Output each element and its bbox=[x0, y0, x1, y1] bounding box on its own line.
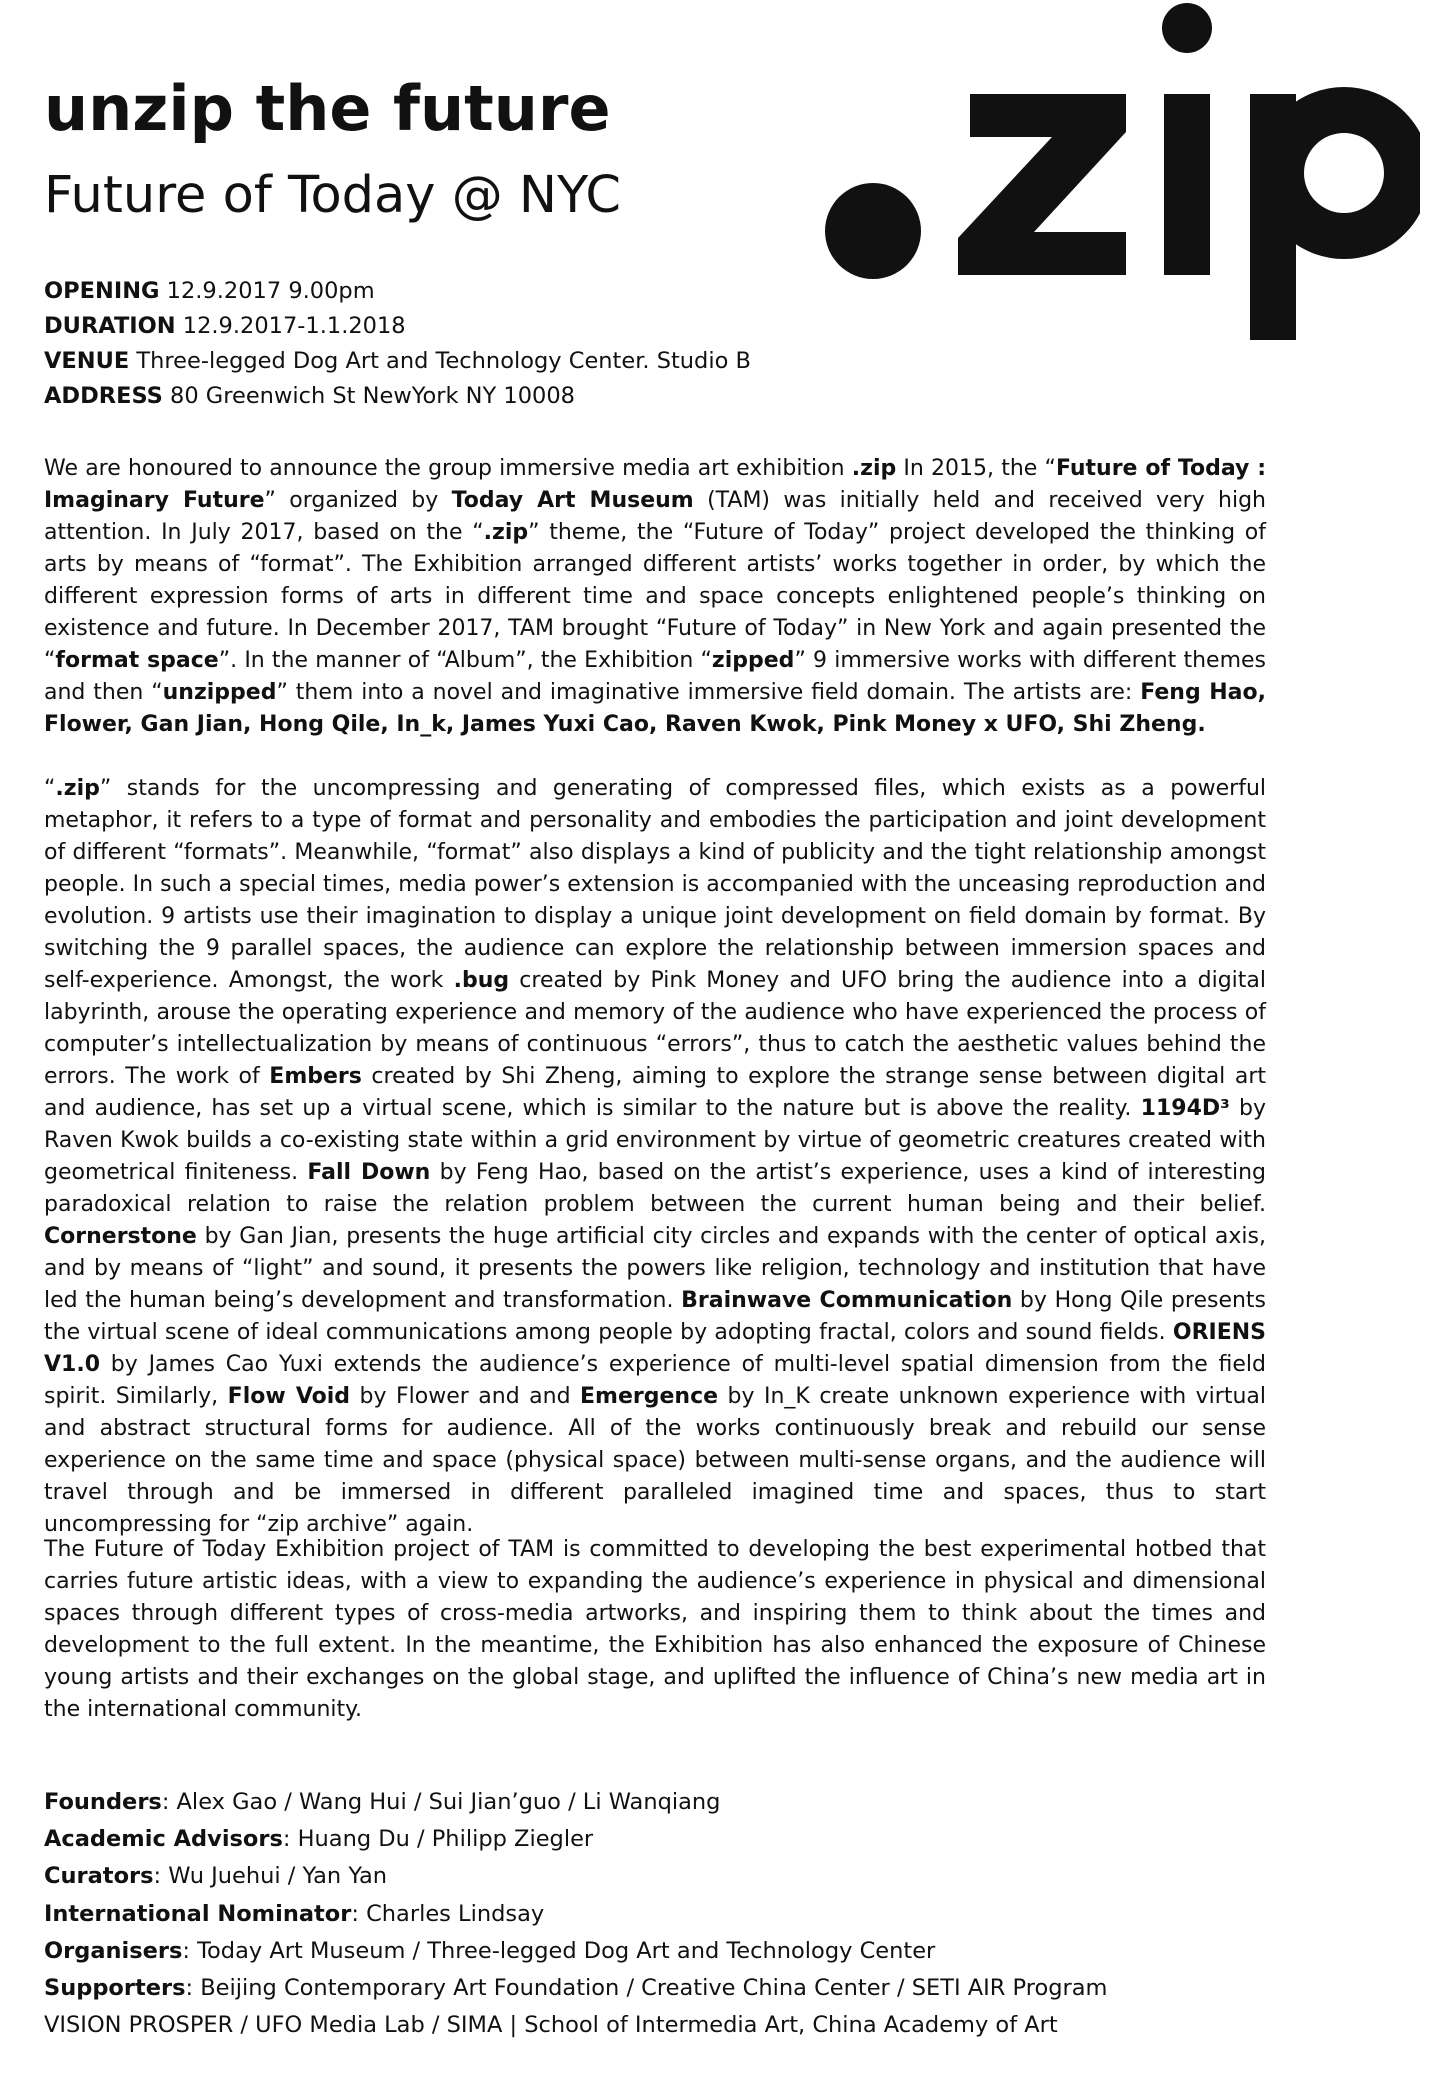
text-span: We are honoured to announce the group immersive media art exhibition bbox=[44, 456, 852, 481]
mission-paragraph bbox=[44, 1534, 1266, 1726]
duration-value: 12.9.2017-1.1.2018 bbox=[175, 313, 406, 339]
venue-value: Three-legged Dog Art and Technology Center. Studio B bbox=[129, 348, 751, 374]
supporters-value: : Beijing Contemporary Art Foundation / Creative China Center / SETI AIR Program bbox=[185, 1975, 1108, 2002]
text-span: ” 9 immersive works with different themes and then “ bbox=[44, 648, 1266, 705]
opening-value: 12.9.2017 9.00pm bbox=[159, 278, 375, 304]
text-span: ” organized by bbox=[264, 488, 452, 513]
bold-span: Flow Void bbox=[227, 1384, 351, 1409]
text-span: “ bbox=[44, 776, 56, 801]
curators-row bbox=[44, 1858, 1107, 1895]
event-details bbox=[44, 274, 751, 414]
address-row bbox=[44, 379, 751, 414]
organisers-value: : Today Art Museum / Three-legged Dog Art and Technology Center bbox=[182, 1937, 936, 1964]
advisors-value: : Huang Du / Philipp Ziegler bbox=[282, 1826, 594, 1853]
text-span: ” stands for the uncompressing and generating of compressed files, which exists as a powerful metaphor, it refers to a type of format and personality and embodies the participation and joint development of different “formats”. Meanwhile, “format” also displays a kind of publicity and the tight relationship amongst people. In such a special times, media power’s extension is accompanied with the unceasing reproduction and evolution. 9 artists use their imagination to display a unique joint development on field domain by format. By switching the 9 parallel spaces, the audience can explore the relationship between immersion spaces and self-experience. Amongst, the work bbox=[44, 776, 1266, 993]
text-span: created by Pink Money and UFO bring the audience into a digital labyrinth, arouse the operating experience and memory of the audience who have experienced the process of computer’s intellectualization by means of continuous “errors”, thus to catch the aesthetic values behind the errors. The work of bbox=[44, 968, 1266, 1089]
curators-label: Curators bbox=[44, 1863, 154, 1890]
bold-span: Future of Today : Imaginary Future bbox=[44, 456, 1267, 513]
bold-span: unzipped bbox=[162, 680, 277, 705]
nominator-value: : Charles Lindsay bbox=[351, 1900, 545, 1927]
bold-span: 1194D³ bbox=[1140, 1096, 1230, 1121]
works-paragraph bbox=[44, 773, 1266, 1541]
text-span: ” theme, the “Future of Today” project developed the thinking of arts by means of “format”. The Exhibition arranged different artists’ works together in order, by which the different expression forms of arts in different time and space concepts enlightened people’s thinking on existence and future. In December 2017, TAM brought “Future of Today” in New York and again presented the “ bbox=[44, 520, 1266, 673]
opening-row bbox=[44, 274, 751, 309]
supporters-row-2: VISION PROSPER / UFO Media Lab / SIMA | School of Intermedia Art, China Academy of Art bbox=[44, 2012, 1058, 2039]
bold-span: Fall Down bbox=[307, 1160, 431, 1185]
bold-span: ORIENS V1.0 bbox=[44, 1320, 1266, 1377]
bold-span: Today Art Museum bbox=[451, 488, 694, 513]
bold-span: .zip bbox=[55, 776, 100, 801]
text-span: created by Shi Zheng, aiming to explore the strange sense between digital art and audience, has set up a virtual scene, which is similar to the nature but is above the reality. bbox=[44, 1064, 1266, 1121]
credits-list bbox=[44, 1784, 1107, 2044]
address-label: ADDRESS bbox=[44, 383, 163, 409]
supporters-label: Supporters bbox=[44, 1975, 186, 2002]
bold-span: .zip bbox=[851, 456, 897, 481]
nominator-label: International Nominator bbox=[44, 1900, 352, 1927]
text-span: by Gan Jian, presents the huge artificial city circles and expands with the center of optical axis, and by means of “light” and sound, it presents the powers like religion, technology and institution that have led the human being’s development and transformation. bbox=[44, 1224, 1266, 1313]
zip-logo bbox=[820, 0, 1420, 340]
organisers-label: Organisers bbox=[44, 1937, 183, 1964]
bold-span: Cornerstone bbox=[44, 1224, 197, 1249]
text-span: ” them into a novel and imaginative immersive field domain. The artists are: bbox=[276, 680, 1141, 705]
page-subtitle: Future of Today @ NYC bbox=[44, 166, 622, 225]
bold-span: .zip bbox=[483, 520, 529, 545]
bold-span: format space bbox=[55, 648, 219, 673]
text-span: In 2015, the “ bbox=[896, 456, 1056, 481]
venue-label: VENUE bbox=[44, 348, 130, 374]
mission-text: The Future of Today Exhibition project of TAM is committed to developing the best experimental hotbed that carries future artistic ideas, with a view to expanding the audience’s experience in physical and dimensional spaces through different types of cross-media artworks, and inspiring them to think about the times and development to the full extent. In the meantime, the Exhibition has also enhanced the exposure of Chinese young artists and their exchanges on the global stage, and uplifted the influence of China’s new media art in the international community. bbox=[44, 1537, 1266, 1722]
text-span: (TAM) was initially held and received very high attention. In July 2017, based on the “ bbox=[44, 488, 1266, 545]
advisors-row bbox=[44, 1821, 1107, 1858]
founders-row bbox=[44, 1784, 1107, 1821]
bold-span: .bug bbox=[453, 968, 510, 993]
duration-label: DURATION bbox=[44, 313, 176, 339]
nominator-row bbox=[44, 1896, 1107, 1933]
text-span: ”. In the manner of “Album”, the Exhibition “ bbox=[218, 648, 712, 673]
page-title: unzip the future bbox=[44, 72, 611, 145]
text-span: by Feng Hao, based on the artist’s experience, uses a kind of interesting paradoxical relation to raise the relation problem between the current human being and their belief. bbox=[44, 1160, 1266, 1217]
advisors-label: Academic Advisors bbox=[44, 1826, 283, 1853]
curators-value: : Wu Juehui / Yan Yan bbox=[153, 1863, 388, 1890]
text-span: by In_K create unknown experience with virtual and abstract structural forms for audience. All of the works continuously break and rebuild our sense experience on the same time and space (physical space) between multi-sense organs, and the audience will travel through and be immersed in different paralleled imagined time and spaces, thus to start uncompressing for “zip archive” again. bbox=[44, 1384, 1267, 1537]
founders-value: : Alex Gao / Wang Hui / Sui Jian’guo / Li Wanqiang bbox=[161, 1789, 721, 1815]
text-span: by Flower and and bbox=[350, 1384, 581, 1409]
bold-span: zipped bbox=[711, 648, 795, 673]
founders-label: Founders bbox=[44, 1789, 162, 1815]
text-span: by Raven Kwok builds a co-existing state within a grid environment by virtue of geometric creatures created with geometrical finiteness. bbox=[44, 1096, 1266, 1185]
logo-text: .zip bbox=[820, 0, 822, 1]
bold-span: Feng Hao, Flower, Gan Jian, Hong Qile, In_k, James Yuxi Cao, Raven Kwok, Pink Money x UFO, Shi Zheng. bbox=[44, 680, 1266, 737]
text-span: by Hong Qile presents the virtual scene of ideal communications among people by adopting fractal, colors and sound fields. bbox=[44, 1288, 1267, 1345]
organisers-row bbox=[44, 1933, 1107, 1970]
venue-row bbox=[44, 344, 751, 379]
duration-row bbox=[44, 309, 751, 344]
address-value: 80 Greenwich St NewYork NY 10008 bbox=[162, 383, 575, 409]
bold-span: Brainwave Communication bbox=[681, 1288, 1013, 1313]
bold-span: Emergence bbox=[580, 1384, 719, 1409]
text-span: by James Cao Yuxi extends the audience’s experience of multi-level spatial dimension from the field spirit. Similarly, bbox=[44, 1352, 1266, 1409]
supporters-row bbox=[44, 1970, 1107, 2007]
bold-span: Embers bbox=[269, 1064, 362, 1089]
opening-label: OPENING bbox=[44, 278, 160, 304]
intro-paragraph bbox=[44, 453, 1266, 741]
